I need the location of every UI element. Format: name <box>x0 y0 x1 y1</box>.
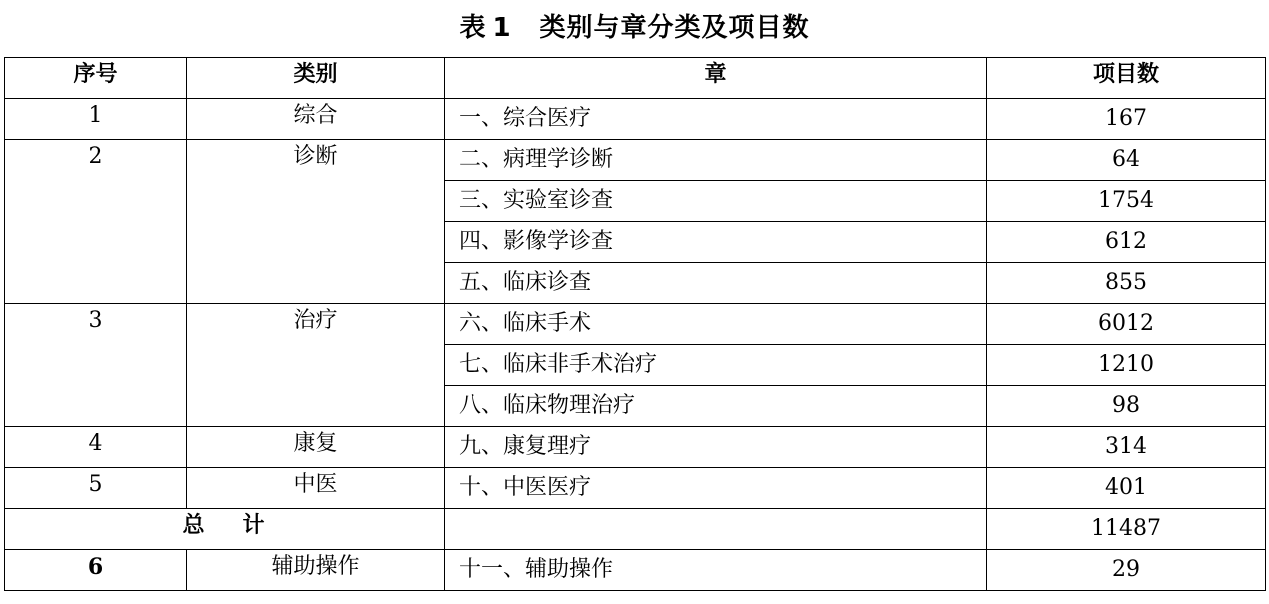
row-count: 64 <box>987 140 1266 181</box>
table-title <box>0 8 1269 48</box>
row-category: 辅助操作 <box>187 550 445 591</box>
row-chapter: 四、影像学诊查 <box>445 222 987 263</box>
row-index: 4 <box>5 427 187 468</box>
row-count: 612 <box>987 222 1266 263</box>
row-index: 1 <box>5 99 187 140</box>
row-chapter: 五、临床诊查 <box>445 263 987 304</box>
table-title-label: 表 <box>459 13 487 43</box>
total-count: 11487 <box>987 509 1266 550</box>
table-row <box>5 427 1266 468</box>
row-chapter: 一、综合医疗 <box>445 99 987 140</box>
table-row <box>5 468 1266 509</box>
row-category: 中医 <box>187 468 445 509</box>
total-label <box>5 509 445 550</box>
row-index: 2 <box>5 140 187 304</box>
row-count: 29 <box>987 550 1266 591</box>
header-chapter: 章 <box>445 58 987 99</box>
row-index: 5 <box>5 468 187 509</box>
total-row <box>5 509 1266 550</box>
row-count: 167 <box>987 99 1266 140</box>
row-chapter: 八、临床物理治疗 <box>445 386 987 427</box>
header-row <box>5 58 1266 99</box>
table-row <box>5 140 1266 181</box>
table-title-number: 1 <box>492 13 512 43</box>
row-category: 康复 <box>187 427 445 468</box>
row-category: 治疗 <box>187 304 445 427</box>
total-label-a: 总 <box>182 513 207 538</box>
row-category: 诊断 <box>187 140 445 304</box>
row-chapter: 六、临床手术 <box>445 304 987 345</box>
row-chapter: 十、中医医疗 <box>445 468 987 509</box>
header-count: 项目数 <box>987 58 1266 99</box>
table-row <box>5 304 1266 345</box>
row-chapter: 七、临床非手术治疗 <box>445 345 987 386</box>
table-row <box>5 550 1266 591</box>
row-category: 综合 <box>187 99 445 140</box>
row-index: 3 <box>5 304 187 427</box>
row-index: 6 <box>5 550 187 591</box>
row-count: 98 <box>987 386 1266 427</box>
total-label-b: 计 <box>242 513 267 538</box>
row-count: 6012 <box>987 304 1266 345</box>
row-chapter: 三、实验室诊查 <box>445 181 987 222</box>
table-row <box>5 99 1266 140</box>
table-title-text: 类别与章分类及项目数 <box>539 13 810 43</box>
row-count: 1210 <box>987 345 1266 386</box>
total-chapter <box>445 509 987 550</box>
row-chapter: 九、康复理疗 <box>445 427 987 468</box>
header-category: 类别 <box>187 58 445 99</box>
row-chapter: 二、病理学诊断 <box>445 140 987 181</box>
row-count: 855 <box>987 263 1266 304</box>
items-table <box>4 57 1266 591</box>
header-index: 序号 <box>5 58 187 99</box>
row-chapter: 十一、辅助操作 <box>445 550 987 591</box>
row-count: 401 <box>987 468 1266 509</box>
row-count: 1754 <box>987 181 1266 222</box>
row-count: 314 <box>987 427 1266 468</box>
